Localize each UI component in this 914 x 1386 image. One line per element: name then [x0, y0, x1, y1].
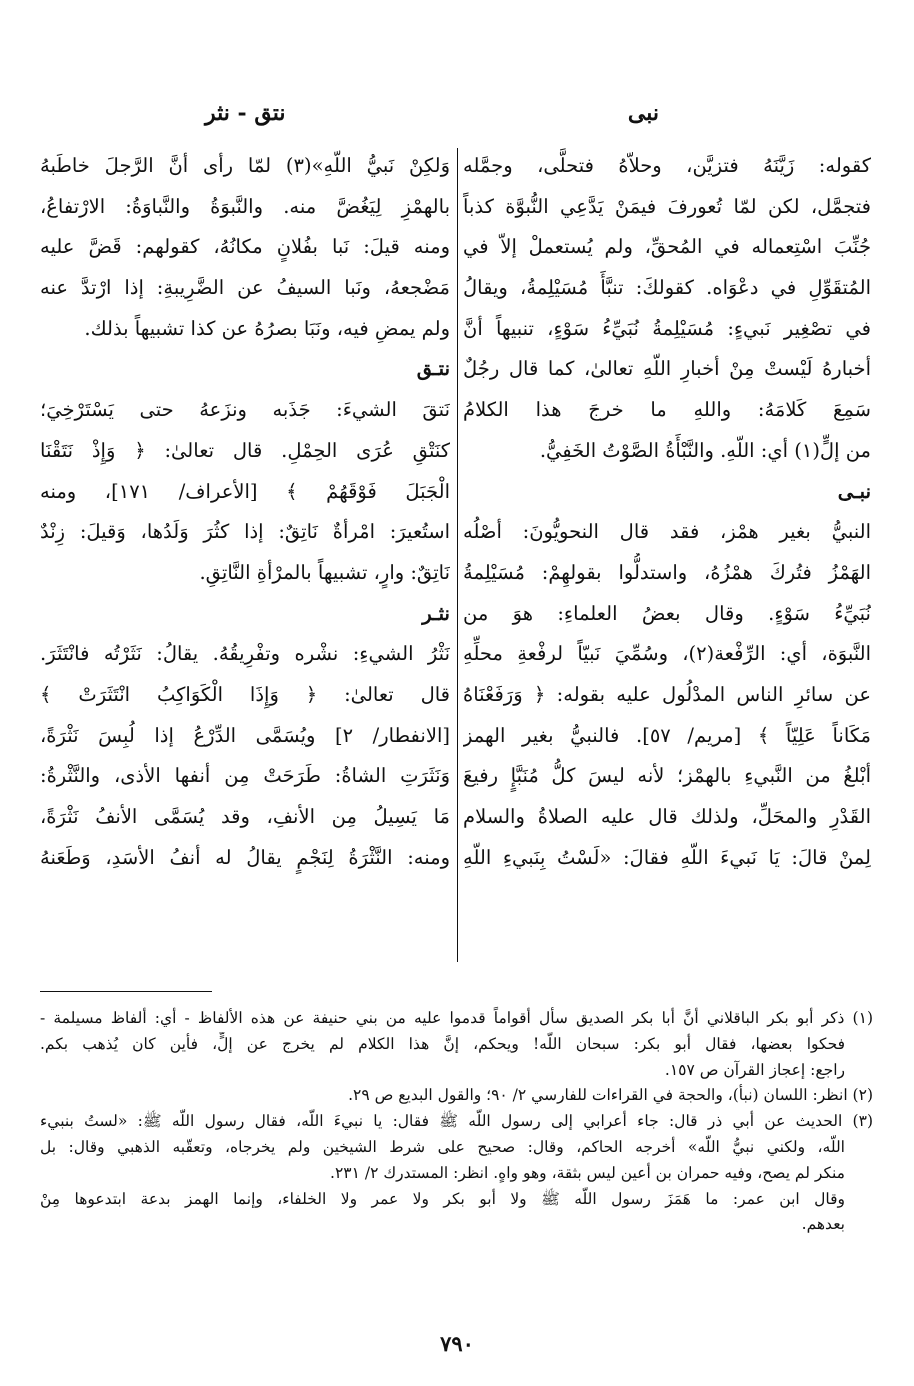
text-line: استُعيرَ: امْرأةٌ نَاتِقٌ: إذا كثُرَ وَلَدُها، وَقيلَ: زِنْدٌ — [40, 520, 450, 544]
text-line: في تصْغِير نَبيءٍ: مُسَيْلِمةُ نُبَيِّءُ سَوْءٍ، تنبيهاً أنَّ — [463, 316, 871, 340]
text-line: مَضْجعهُ، ونَبا السيفُ عن الضَّرِيبةِ: إذا ارْتدَّ عنه — [40, 276, 450, 300]
text-line: من إلٍّ(١) أي: اللّهِ. والنَّبْأَةُ الصَّوْتُ الخَفِيُّ. — [539, 438, 871, 462]
footnote-line: بعدهم. — [801, 1215, 845, 1234]
footnotes — [40, 1006, 873, 1238]
text-line: عن سائرِ الناس المدْلُول عليه بقوله: ﴿ وَرَفَعْنَاهُ — [463, 682, 871, 706]
right-column — [463, 146, 871, 966]
footnote-line: راجع: إعجاز القرآن ص ١٥٧. — [664, 1060, 845, 1079]
footnote-line: وقال ابن عمر: ما هَمَزَ رسول اللّه ﷺ ولا أبو بكر ولا عمر ولا الخلفاء، وإنما الهمز بدعة ابتدعوها مِنْ — [40, 1189, 845, 1208]
text-line: جُنِّبَ اسْتِعماله في المُحقِّ، ولم يُستعملْ إلاّ في — [463, 235, 871, 259]
text-line: أبْلغُ من النَّبيءِ بالهمْز؛ لأنه ليسَ كلُّ مُنَبَّإٍ رفيعَ — [463, 764, 871, 788]
text-line: نُبَيِّءُ سَوْءٍ. وقال بعضُ العلماءِ: هوَ من — [463, 601, 871, 625]
text-line: المُتقَوِّلِ في دعْوَاه. كقولكَ: تنبَّأَ مُسَيْلِمةُ، ويقالُ — [463, 276, 871, 300]
text-line: ومنه قيلَ: نَبا بفُلانٍ مكانُهُ، كقولهم: قَضَّ عليه — [40, 235, 450, 259]
text-line: كقوله: زَيَّنَهُ فتزيَّن، وحلاّهُ فتحلَّى، وجمَّله — [463, 154, 871, 177]
text-line: ومنه: النَّثْرَةُ لِنَجْمٍ يقالُ له أنفُ الأسَدِ، وَطَعَنهُ — [40, 845, 450, 869]
footnote-line: اللّه، ولكني نبيُّ اللّه» أخرجه الحاكم، وقال: صحيح على شرط الشيخين ولم يخرجاه، وتعقّبه الذهبي وقال: بل — [40, 1137, 845, 1156]
text-line: بالهمْزِ لِيَغُضَّ منه. والنَّبوَةُ والنَّباوَةُ: الارْتفاعُ، — [40, 194, 450, 218]
text-line: نَثْرُ الشيءِ: نشْره وتفْرِيقُهُ. يقالُ: نَثَرْتُه فانْتَثَرَ. — [40, 642, 450, 666]
footnote-separator — [40, 991, 212, 992]
page-number: ٧٩٠ — [440, 1331, 474, 1356]
left-column — [40, 146, 450, 966]
text-line: وَلكِنْ نَبيُّ اللّهِ»(٣) لمّا رأى أنَّ الرَّجلَ خاطَبهُ — [40, 154, 450, 177]
text-line: أخبارهُ لَيْستْ مِنْ أخبارِ اللّهِ تعالىٰ، كما قال رجُلٌ — [463, 357, 871, 381]
footnote-line: منكر لم يصح، وفيه حمران بن أعين ليس بثقة، وهو واهٍ. انظر: المستدرك ٢/ ٢٣١. — [330, 1163, 845, 1182]
text-line: نَاتِقٌ: وارٍ، تشبيهاً بالمرْأةِ النَّاتِقِ. — [199, 560, 450, 584]
text-line: القَدْرِ والمحَلِّ، ولذلك قال عليه الصلاةُ والسلام — [463, 805, 871, 828]
text-line: فتجمَّل، لكن لمّا تُعورفَ فيمَنْ يَدَّعِي النُّبوَّة كذباً — [463, 194, 871, 218]
footnote-line: فحكوا بعضها، فقال أبو بكر: سبحان اللّه! ويحكم، إنَّ هذا الكلام لم يخرج عن إلٍّ، فأين كان يُذهب بكم. — [40, 1034, 845, 1053]
footnote-line: (١) ذكر أبو بكر الباقلاني أنَّ أبا بكر الصديق سأل أقواماً قدموا عليه من بني حنيفة عن هذه الألفاظ - أي: ألفاظ مسيلمة - — [40, 1009, 873, 1027]
text-line: كنَتْقِ عُرَى الحِمْلِ. قال تعالىٰ: ﴿ وَإِذْ نَتَقْنَا — [40, 438, 450, 462]
text-line: النبيُّ بغير همْز، فقد قال النحويُّونَ: أصْلُه — [463, 520, 871, 544]
text-line: وَنَثَرَتِ الشاةُ: طَرَحَتْ مِن أنفها الأذى، والنَّثْرةُ: — [40, 764, 450, 788]
text-line: الْجَبَلَ فَوْقَهُمْ ﴾ [الأعراف/ ١٧١]، ومنه — [40, 479, 450, 503]
text-line: مَكَاناً عَلِيّاً ﴾ [مريم/ ٥٧]. فالنبيُّ بغير الهمز — [463, 723, 871, 747]
text-line: سَمِعَ كَلامَهُ: واللهِ ما خرجَ هذا الكلامُ — [463, 398, 871, 422]
text-line: قال تعالىٰ: ﴿ وَإِذَا الْكَوَاكِبُ انْتَثَرَتْ ﴾ — [40, 682, 450, 706]
running-head-right: نبى — [627, 100, 659, 126]
entry-heading: نتـق — [416, 357, 450, 381]
footnote-line: (٣) الحديث عن أبي ذر قال: جاء أعرابي إلى رسول اللّه ﷺ فقال: يا نبيءَ اللّه، فقال رسول اللّه ﷺ: «لستُ بنبيء — [40, 1112, 873, 1131]
text-line: الهَمْزُ فتُركَ همْزُهُ، واستدلُّوا بقولهِمْ: مُسَيْلِمةُ — [463, 560, 871, 584]
text-line: ولم يمضِ فيه، ونَبَا بصرُهُ عن كذا تشبيهاً بذلك. — [84, 316, 450, 340]
entry-heading: نبـى — [837, 479, 871, 503]
text-line: النَّبوَة، أي: الرِّفْعة(٢)، وسُمِّيَ نَبيّاً لرفْعةِ محلِّهِ — [463, 642, 871, 666]
column-divider — [457, 148, 458, 962]
text-line: لِمنْ قالَ: يَا نَبيءَ اللّهِ فقالَ: «لَسْتُ بِنَبيءِ اللّهِ — [463, 845, 871, 869]
running-head-left: نتق - نثر — [205, 100, 286, 126]
entry-heading: نثـر — [422, 601, 450, 625]
text-line: نَتقَ الشيءَ: جَذَبه ونزَعهُ حتى يَسْتَرْخِيَ؛ — [40, 398, 450, 422]
footnote-line: (٢) انظر: اللسان (نبأ)، والحجة في القراءات للفارسي ٢/ ٩٠؛ والقول البديع ص ٢٩. — [348, 1086, 873, 1105]
text-line: مَا يَسِيلُ مِن الأنفِ، وقد يُسَمَّى الأنفُ نَثْرَةً، — [40, 805, 450, 828]
text-line: [الانفطار/ ٢] ويُسَمَّى الدِّرْعُ إذا لُبِسَ نَثْرَةً، — [40, 723, 450, 747]
